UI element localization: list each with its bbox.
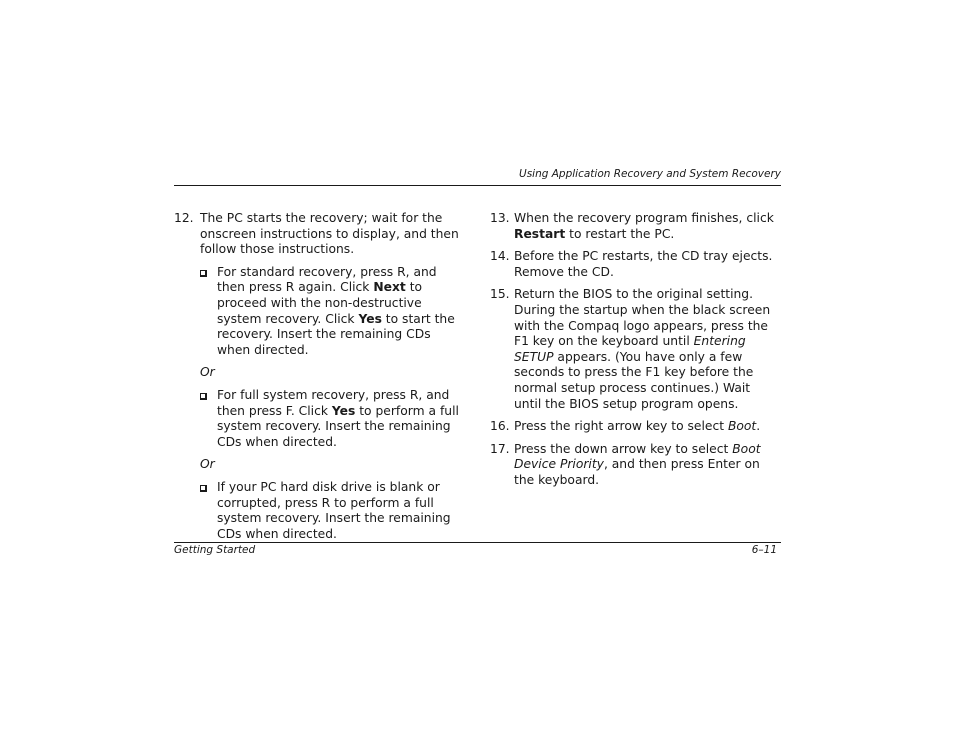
bullet-full-recovery — [174, 388, 466, 450]
bullet-text: to perform a full system recovery. Insert the remaining CDs when directed. — [217, 403, 459, 449]
step-number: 15. — [490, 287, 510, 302]
or-separator: Or — [200, 457, 215, 472]
step-text: Press the right arrow key to select — [514, 419, 728, 434]
bullet-text: For standard recovery, press R, and then press R again. Click — [217, 264, 437, 295]
step-16 — [488, 419, 781, 435]
bullet-text: to proceed with the non-destructive system recovery. Click — [217, 280, 423, 326]
checkbox-bullet-icon — [200, 270, 207, 277]
checkbox-bullet-icon — [200, 393, 207, 400]
step-17 — [488, 442, 781, 489]
or-separator: Or — [200, 365, 215, 380]
boot-term: Boot — [727, 419, 757, 434]
left-column — [174, 211, 466, 549]
entering-setup-term: Entering SETUP — [514, 334, 746, 364]
step-text: appears. (You have only a few seconds to press the F1 key before the normal setup process continues.) Wait until the BIOS setup program opens. — [514, 349, 754, 411]
checkbox-bullet-icon — [200, 485, 207, 492]
bullet-blank-disk — [174, 480, 466, 542]
step-text: . — [756, 419, 761, 434]
step-text: Press the down arrow key to select — [514, 441, 733, 456]
bullet-text: to start the recovery. Insert the remaining CDs when directed. — [217, 311, 455, 357]
running-header: Using Application Recovery and System Recovery — [519, 168, 781, 180]
next-keyword: Next — [373, 280, 406, 295]
yes-keyword: Yes — [358, 311, 382, 326]
step-13 — [488, 211, 781, 242]
step-number: 14. — [490, 249, 510, 264]
bullet-text: If your PC hard disk drive is blank or corrupted, press R to perform a full system recovery. Insert the remaining CDs when directed. — [217, 479, 451, 541]
page-number: 6–11 — [751, 544, 777, 556]
footer-rule — [174, 542, 781, 543]
yes-keyword: Yes — [331, 403, 356, 418]
boot-device-priority-term: Boot Device Priority — [514, 441, 761, 472]
step-number: 13. — [490, 211, 510, 225]
step-text: The PC starts the recovery; wait for the onscreen instructions to display, and then follow those instructions. — [200, 211, 459, 257]
step-14 — [488, 249, 781, 280]
step-number: 16. — [490, 419, 510, 434]
step-text: to restart the PC. — [565, 226, 675, 241]
step-text: When the recovery program finishes, click — [514, 211, 774, 225]
step-number: 17. — [490, 441, 510, 456]
restart-keyword: Restart — [514, 226, 566, 241]
step-15 — [488, 287, 781, 412]
step-12 — [174, 211, 466, 258]
step-text: Before the PC restarts, the CD tray ejects. Remove the CD. — [514, 249, 773, 279]
bullet-text: For full system recovery, press R, and then press F. Click — [217, 387, 450, 418]
step-text: Return the BIOS to the original setting. During the startup when the black screen with the Compaq logo appears, press the F1 key on the keyboard until — [514, 287, 771, 349]
header-rule — [174, 185, 781, 186]
bullet-standard-recovery — [174, 265, 466, 359]
step-number: 12. — [174, 211, 194, 225]
right-column — [488, 211, 781, 496]
footer-book-title: Getting Started — [174, 544, 256, 556]
step-text: , and then press Enter on the keyboard. — [514, 457, 760, 487]
